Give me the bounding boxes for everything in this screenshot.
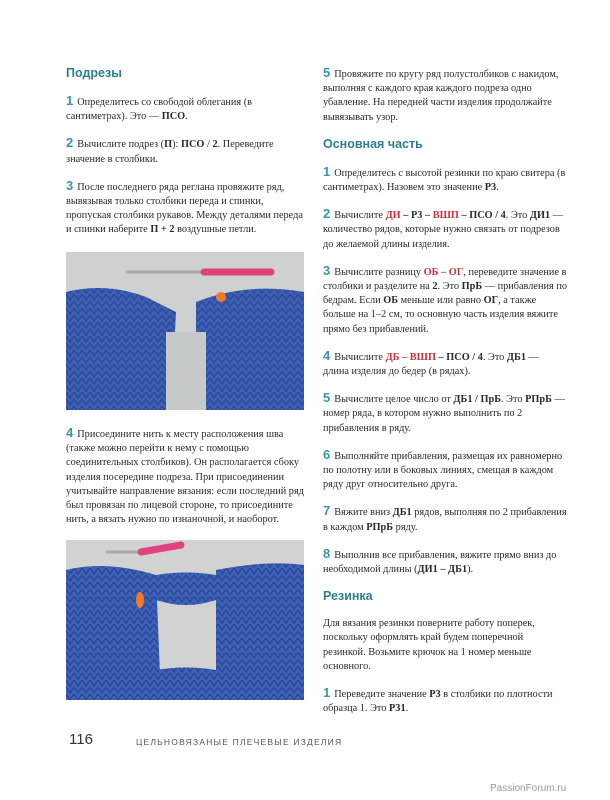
rib-intro: Для вязания резинки поверните работу поперек, поскольку оформлять край будем поперечной резинкой. Возьмите крючок на 1 номер меньше основного. [323,618,535,672]
running-footer-title: ЦЕЛЬНОВЯЗАНЫЕ ПЛЕЧЕВЫЕ ИЗДЕЛИЯ [136,737,343,747]
knitting-photo-1-image [66,252,304,410]
knitting-photo-2-image [66,540,304,700]
main-step-3: 3 Вычислите разницу ОБ – ОГ, переведите значение в столбики и разделите на 2. Это ПрБ — прибавления по бедрам. Если ОБ меньше или равно ОГ, а также больше на 1–2 см, то основную часть изделия вяжите прямо без прибавлений. [323,262,567,335]
watermark: PassionForum.ru [490,783,567,794]
main-step-7: 7 Вяжите вниз ДБ1 рядов, выполняя по 2 прибавления в каждом РПрБ ряду. [323,503,567,533]
main-step-2: 2 Вычислите ДИ – Р3 – ВШП – ПСО / 4. Это ДИ1 — количество рядов, которые нужно связать от подрезов до желаемой длины изделия. [323,206,563,250]
main-step-4: 4 Вычислите ДБ – ВШП – ПСО / 4. Это ДБ1 — длина изделия до бедер (в рядах). [323,347,539,378]
step-4: 4 Присоедините нить к месту расположения шва (также можно перейти к нему с помощью соединительных столбиков). Он располагается сбоку изделия посередине подреза. При присоединении учитывайте направление вязания: если последний ряд был провязан по лицевой стороне, то присоедините нить, а вязать нужно по изнаночной, и наоборот. [66,425,304,526]
page-number: 116 [69,731,93,748]
section-heading-main: Основная часть [323,136,423,151]
knitting-photo-1 [66,252,304,410]
left-column [66,66,304,250]
main-step-8: 8 Выполнив все прибавления, вяжите прямо вниз до необходимой длины (ДИ1 – ДБ1). [323,545,557,576]
step-3: 3 После последнего ряда реглана провяжите ряд, вывязывая только столбики переда и спинки, пропуская столбики рукавов. Между деталями переда и спинки наберите П + 2 воздушные петли. [66,177,303,236]
main-step-6: 6 Выполняйте прибавления, размещая их равномерно по полотну или в боковых линиях, смещая в каждом ряду друг относительно друга. [323,446,563,491]
main-step-5: 5 Вычислите целое число от ДБ1 / ПрБ. Это РПрБ — номер ряда, в котором нужно выполнить по 2 прибавления в ряду. [323,390,565,434]
section-heading-podrezy: Подрезы [66,66,122,80]
knitting-photo-2 [66,540,304,700]
section-heading-rib: Резинка [323,589,373,604]
left-column-lower [66,426,304,539]
step-1: 1 Определитесь со свободой облегания (в сантиметрах). Это — ПСО. [66,93,253,123]
main-step-1: 1 Определитесь с высотой резинки по краю свитера (в сантиметрах). Назовем это значение Р3. [323,163,566,194]
step-2: 2 Вычислите подрез (П): ПСО / 2. Переведите значение в столбики. [66,135,274,165]
rib-step-1: 1 Переведите значение Р3 в столбики по плотности образца 1. Это Р31. [323,685,553,715]
step-5: 5 Провяжите по кругу ряд полустолбиков с накидом, выполняя с каждого края каждого подреза одно убавление. На передней части изделия продолжайте вывязывать узор. [323,65,559,123]
right-column [323,66,567,729]
